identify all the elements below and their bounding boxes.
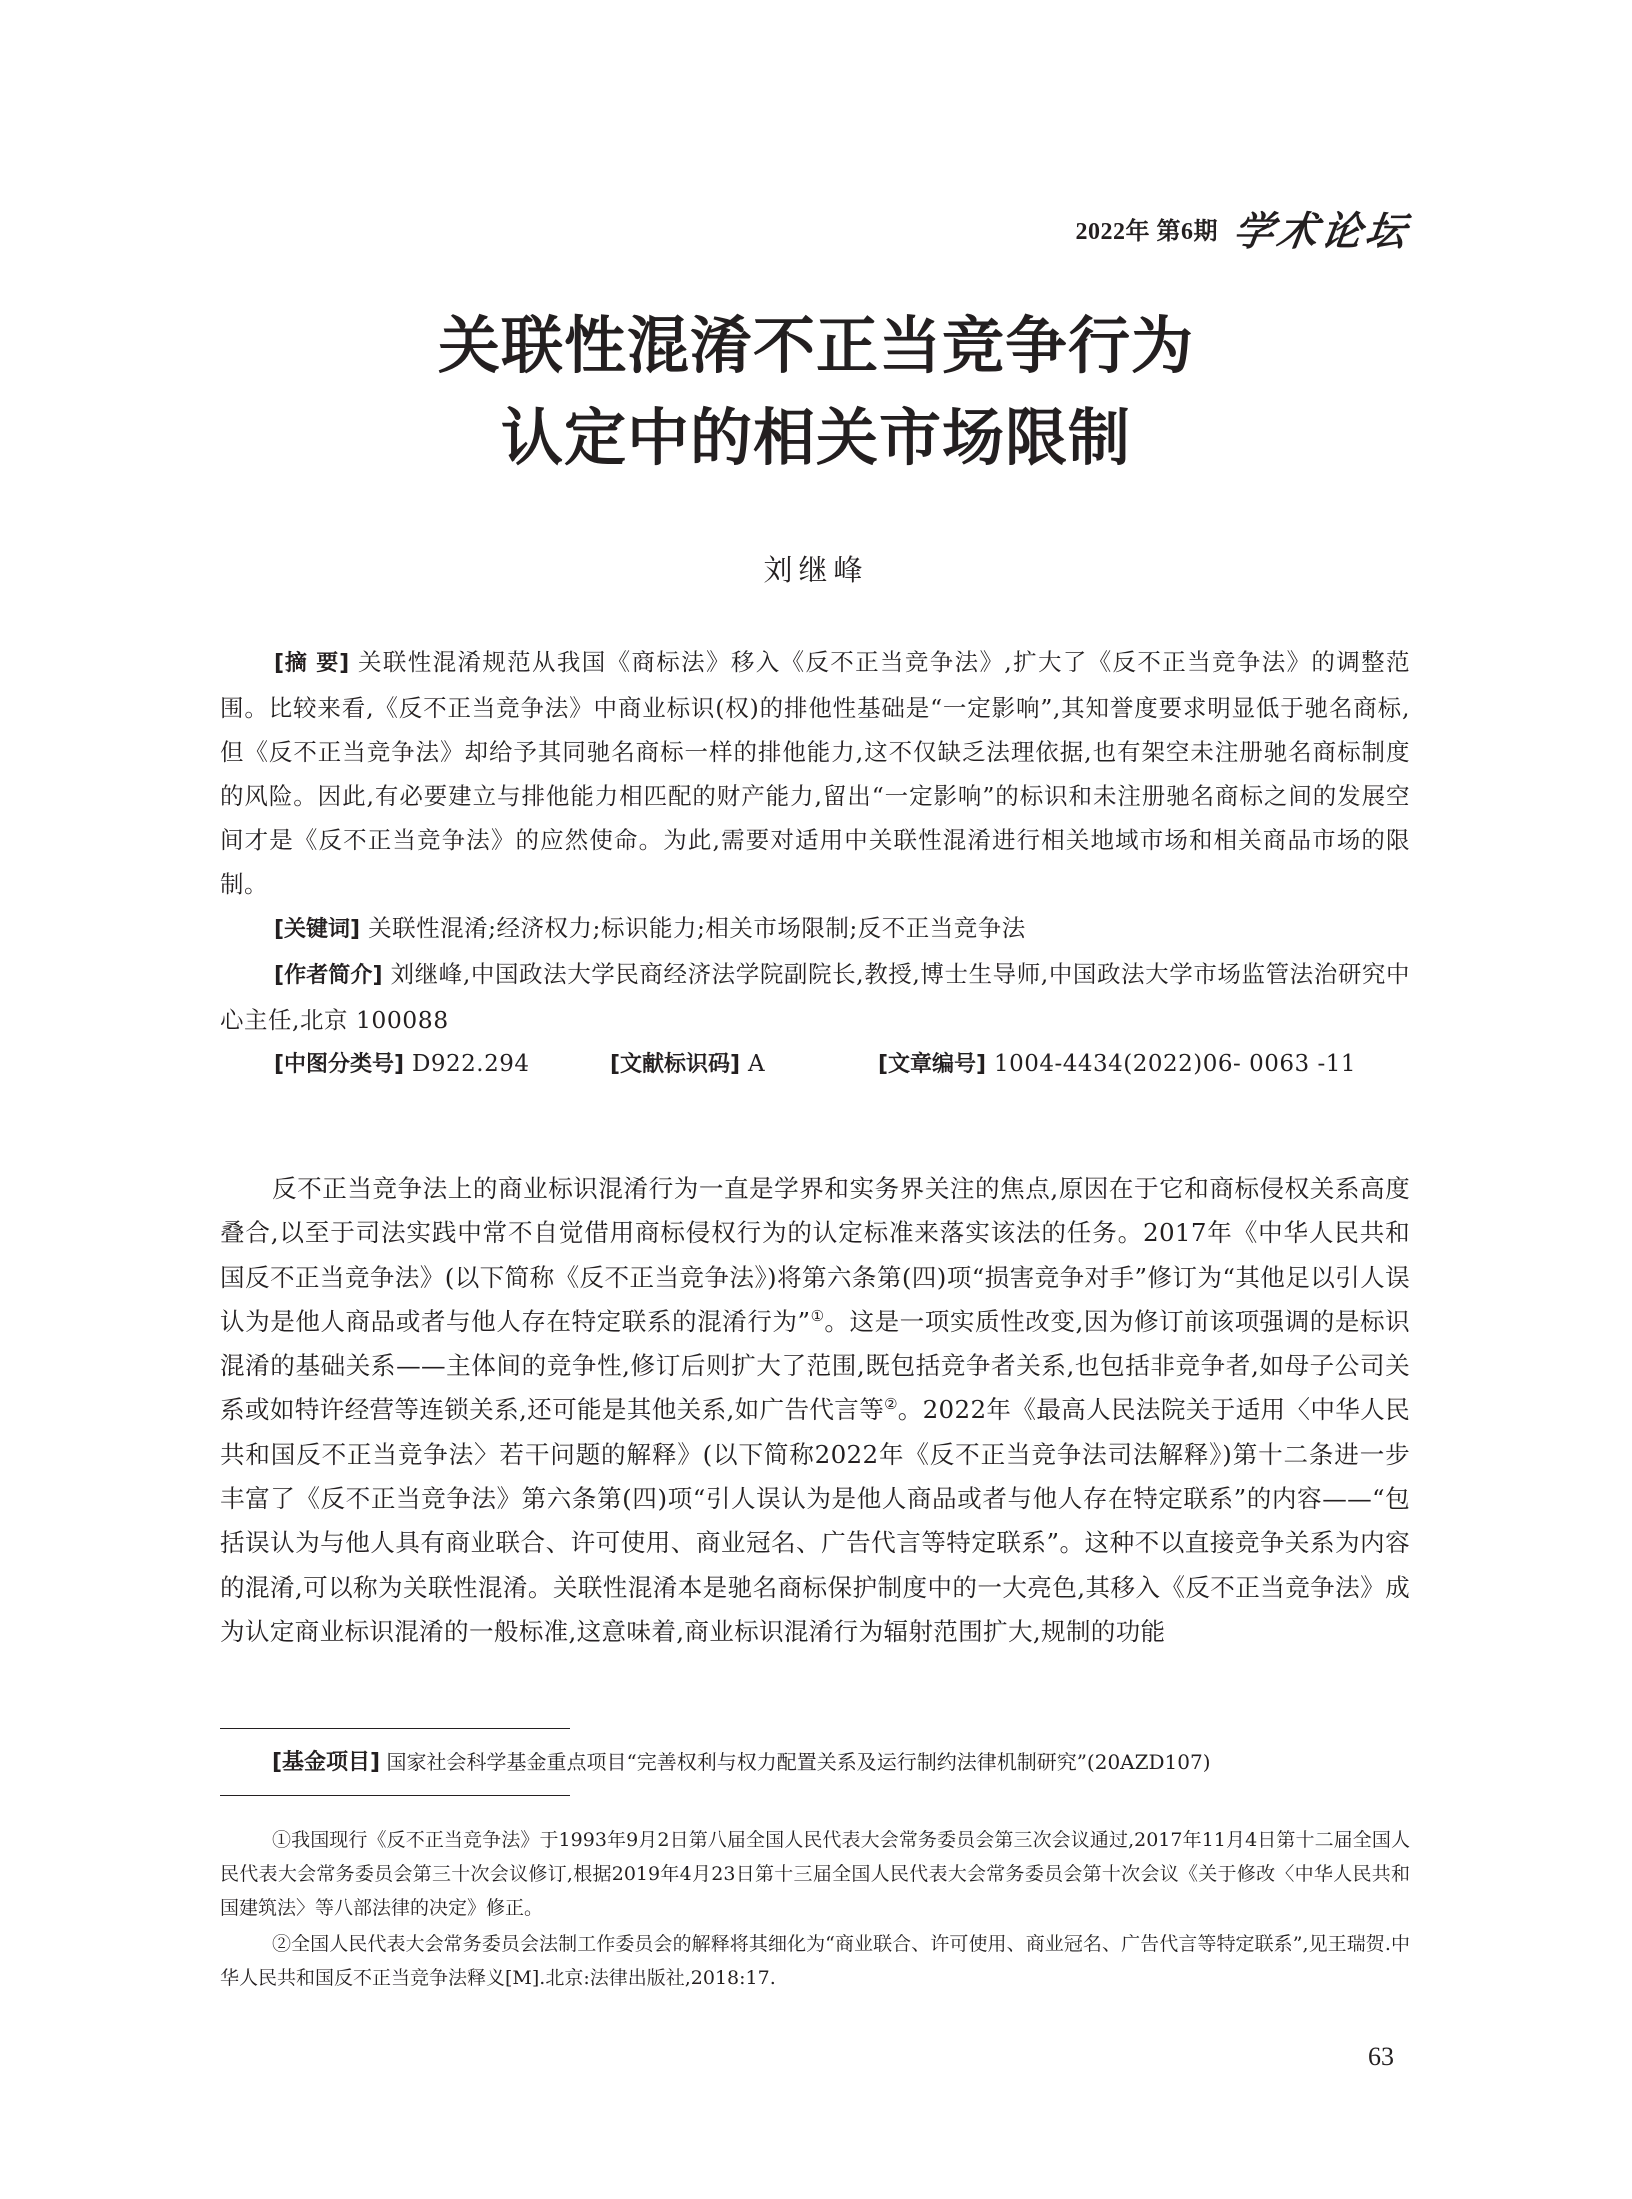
keywords-text: 关联性混淆;经济权力;标识能力;相关市场限制;反不正当竞争法 bbox=[368, 914, 1026, 942]
abstract-block bbox=[220, 640, 1410, 1087]
footnotes bbox=[220, 1823, 1410, 1997]
title-line-1: 关联性混淆不正当竞争行为 bbox=[437, 309, 1194, 382]
classification-row bbox=[220, 1042, 1410, 1087]
fund-text: 国家社会科学基金重点项目“完善权利与权力配置关系及运行制约法律机制研究”(20AZD107) bbox=[386, 1750, 1211, 1774]
footnote-1: ①我国现行《反不正当竞争法》于1993年9月2日第八届全国人民代表大会常务委员会第三次会议通过,2017年11月4日第十二届全国人民代表大会常务委员会第三十次会议修订,根据2019年4月23日第十三届全国人民代表大会常务委员会第十次会议《关于修改〈中华人民共和国建筑法〉等八部法律的决定》修正。 bbox=[220, 1829, 1410, 1919]
keywords-label: [关键词] bbox=[274, 917, 361, 942]
doc-code-label: [文献标识码] bbox=[610, 1052, 741, 1077]
article-title bbox=[0, 300, 1632, 484]
body-text-part-2: 。这是一项实质性改变,因为修订前该项强调的是标识混淆的基础关系——主体间的竞争性,修订后则扩大了范围,既包括竞争者关系,也包括非竞争者,如母子公司关系或如特许经营等连锁关系,还可能是其他关系,如广告代言等 bbox=[220, 1306, 1410, 1425]
fund-label: [基金项目] bbox=[272, 1750, 381, 1775]
body-paragraph bbox=[220, 1167, 1410, 1654]
fund-divider bbox=[220, 1728, 570, 1729]
article-number-value: 1004-4434(2022)06- 0063 -11 bbox=[993, 1051, 1356, 1077]
doc-code-value: A bbox=[747, 1051, 766, 1077]
running-header bbox=[1076, 198, 1411, 258]
article-number-label: [文章编号] bbox=[878, 1052, 987, 1077]
doc-code-cell bbox=[610, 1042, 878, 1087]
author-name: 刘继峰 bbox=[763, 553, 869, 587]
abstract-paragraph bbox=[220, 640, 1410, 906]
footnote-ref-2[interactable]: ② bbox=[884, 1396, 898, 1414]
author-intro-paragraph bbox=[220, 952, 1410, 1042]
page-number: 63 bbox=[1368, 2042, 1394, 2071]
clc-cell bbox=[274, 1042, 610, 1087]
footnote-ref-1[interactable]: ① bbox=[810, 1307, 825, 1325]
title-line-2: 认定中的相关市场限制 bbox=[500, 401, 1131, 474]
clc-value: D922.294 bbox=[411, 1051, 530, 1077]
abstract-label: [摘 要] bbox=[274, 651, 350, 676]
keywords-paragraph bbox=[220, 906, 1410, 952]
issue-label: 2022年 第6期 bbox=[1075, 218, 1218, 245]
abstract-text: 关联性混淆规范从我国《商标法》移入《反不正当竞争法》,扩大了《反不正当竞争法》的调整范围。比较来看,《反不正当竞争法》中商业标识(权)的排他性基础是“一定影响”,其知誉度要求明显低于驰名商标,但《反不正当竞争法》却给予其同驰名商标一样的排他能力,这不仅缺乏法理依据,也有架空未注册驰名商标制度的风险。因此,有必要建立与排他能力相匹配的财产能力,留出“一定影响”的标识和未注册驰名商标之间的发展空间才是《反不正当竞争法》的应然使命。为此,需要对适用中关联性混淆进行相关地域市场和相关商品市场的限制。 bbox=[220, 648, 1410, 898]
author-intro-label: [作者简介] bbox=[274, 963, 383, 988]
body-text-part-1: 反不正当竞争法上的商业标识混淆行为一直是学界和实务界关注的焦点,原因在于它和商标侵权关系高度叠合,以至于司法实践中常不自觉借用商标侵权行为的认定标准来落实该法的任务。2017年《中华人民共和国反不正当竞争法》(以下简称《反不正当竞争法》)将第六条第(四)项“损害竞争对手”修订为“其他足以引人误认为是他人商品或者与他人存在特定联系的混淆行为” bbox=[220, 1174, 1410, 1336]
body-text-part-3: 。2022年《最高人民法院关于适用〈中华人民共和国反不正当竞争法〉若干问题的解释》(以下简称2022年《反不正当竞争法司法解释》)第十二条进一步丰富了《反不正当竞争法》第六条第(四)项“引人误认为是他人商品或者与他人存在特定联系”的内容——“包括误认为与他人具有商业联合、许可使用、商业冠名、广告代言等特定联系”。这种不以直接竞争关系为内容的混淆,可以称为关联性混淆。关联性混淆本是驰名商标保护制度中的一大亮色,其移入《反不正当竞争法》成为认定商业标识混淆的一般标准,这意味着,商业标识混淆行为辐射范围扩大,规制的功能 bbox=[220, 1395, 1410, 1646]
clc-label: [中图分类号] bbox=[274, 1052, 405, 1077]
article-number-cell bbox=[878, 1042, 1356, 1087]
journal-logo: 学术论坛 bbox=[1230, 207, 1413, 255]
author-intro-text: 刘继峰,中国政法大学民商经济法学院副院长,教授,博士生导师,中国政法大学市场监管法治研究中心主任,北京 100088 bbox=[220, 960, 1410, 1034]
footnote-2: ②全国人民代表大会常务委员会法制工作委员会的解释将其细化为“商业联合、许可使用、商业冠名、广告代言等特定联系”,见王瑞贺.中华人民共和国反不正当竞争法释义[M].北京:法律出版社,2018:17. bbox=[220, 1933, 1410, 1989]
footnote-divider bbox=[220, 1795, 570, 1796]
fund-note bbox=[220, 1747, 1410, 1778]
